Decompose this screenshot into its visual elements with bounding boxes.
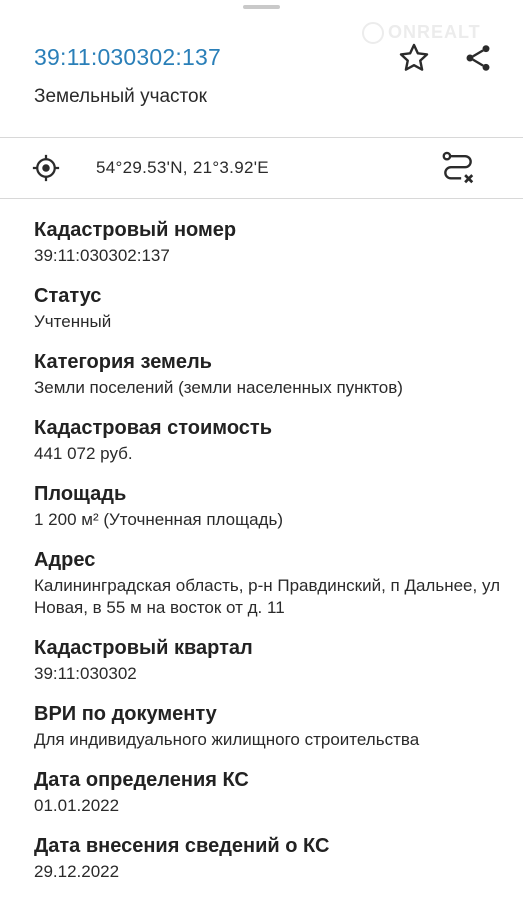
route-button[interactable] — [436, 146, 480, 190]
star-outline-icon — [397, 41, 431, 75]
watermark-text: ONREALT — [388, 22, 481, 42]
sheet-header — [0, 0, 523, 137]
locate-button[interactable] — [26, 148, 66, 188]
field-label: Кадастровая стоимость — [34, 417, 272, 439]
field-address — [34, 548, 504, 619]
field-permitted-use — [34, 702, 504, 751]
property-fields — [34, 218, 504, 900]
field-label: Адрес — [34, 549, 96, 571]
watermark-house-icon — [362, 22, 384, 44]
field-value: Учтенный — [34, 312, 112, 331]
field-cadastral-value — [34, 416, 504, 465]
field-value: 1 200 м² (Уточненная площадь) — [34, 510, 283, 529]
coordinates-divider — [0, 198, 523, 199]
field-label: Дата определения КС — [34, 769, 249, 791]
field-value: Земли поселений (земли населенных пунктов) — [34, 378, 403, 397]
favorite-button[interactable] — [392, 36, 436, 80]
field-value: Для индивидуального жилищного строительства — [34, 730, 420, 749]
object-type: Земельный участок — [34, 86, 207, 107]
cadastral-number-link[interactable]: 39:11:030302:137 — [34, 44, 221, 70]
field-value: 39:11:030302:137 — [34, 246, 170, 265]
coordinates-text[interactable]: 54°29.53'N, 21°3.92'E — [96, 158, 269, 177]
field-label: Категория земель — [34, 351, 212, 373]
field-label: Дата внесения сведений о КС — [34, 835, 330, 857]
crosshair-target-icon — [31, 153, 61, 183]
field-label: ВРИ по документу — [34, 703, 217, 725]
field-label: Кадастровый квартал — [34, 637, 253, 659]
field-value: 441 072 руб. — [34, 444, 133, 463]
field-value: 01.01.2022 — [34, 796, 120, 815]
field-value: Калининградская область, р-н Правдинский, п Дальнее, ул Новая, в 55 м на восток от д. 11 — [34, 576, 500, 617]
field-valuation-date — [34, 768, 504, 817]
route-close-icon — [439, 149, 477, 187]
field-label: Статус — [34, 285, 102, 307]
field-value: 39:11:030302 — [34, 664, 137, 683]
field-value: 29.12.2022 — [34, 862, 120, 881]
field-status — [34, 284, 504, 333]
field-area — [34, 482, 504, 531]
field-land-category — [34, 350, 504, 399]
share-icon — [462, 42, 494, 74]
field-cadastral-number — [34, 218, 504, 267]
field-cadastral-quarter — [34, 636, 504, 685]
share-button[interactable] — [456, 36, 500, 80]
field-label: Площадь — [34, 483, 127, 505]
field-label: Кадастровый номер — [34, 219, 237, 241]
coordinates-row — [0, 138, 523, 198]
field-record-date — [34, 834, 504, 883]
